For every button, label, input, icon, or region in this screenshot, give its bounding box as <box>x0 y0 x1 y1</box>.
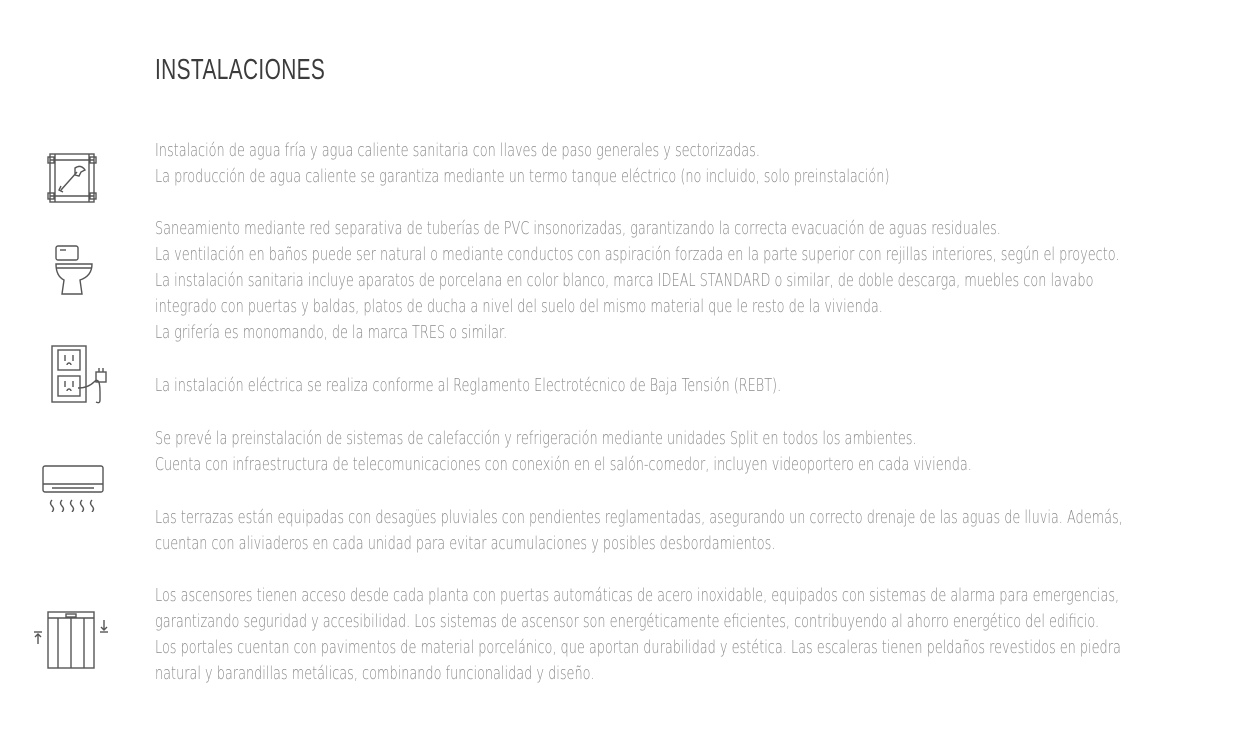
sanitation-text-line-3: La instalación sanitaria incluye aparatos de porcelana en color blanco, marca IDEAL STANDARD o similar, de doble descarga, muebles con lavabo <box>155 271 1094 291</box>
sanitation-text-line-4: integrado con puertas y baldas, platos de ducha a nivel del suelo del mismo material que le resto de la vivienda. <box>155 297 883 317</box>
electrical-text-line-1: La instalación eléctrica se realiza conforme al Reglamento Electrotécnico de Baja Tensión (REBT). <box>155 376 782 396</box>
plumbing-text-line-1: Instalación de agua fría y agua caliente sanitaria con llaves de paso generales y sectorizadas. <box>155 141 760 161</box>
air-conditioner-icon <box>40 462 106 512</box>
sanitation-text-line-5: La grifería es monomando, de la marca TRES o similar. <box>155 323 508 343</box>
page-title: INSTALACIONES <box>155 54 326 86</box>
sanitation-text-line-2: La ventilación en baños puede ser natural o mediante conductos con aspiración forzada en la parte superior con rejillas interiores, según el proyecto. <box>155 245 1120 265</box>
terraces-text-line-2: cuentan con aliviaderos en cada unidad para evitar acumulaciones y posibles desbordamientos. <box>155 534 776 554</box>
plumbing-text-line-2: La producción de agua caliente se garantiza mediante un termo tanque eléctrico (no incluido, solo preinstalación) <box>155 167 890 187</box>
plumbing-wrench-icon <box>47 152 97 204</box>
elevator-icon <box>30 610 114 670</box>
climate-text-line-1: Se prevé la preinstalación de sistemas de calefacción y refrigeración mediante unidades Split en todos los ambientes. <box>155 429 917 449</box>
terraces-text-line-1: Las terrazas están equipadas con desagües pluviales con pendientes reglamentadas, asegurando un correcto drenaje de las aguas de lluvia. Además, <box>155 508 1123 528</box>
elevators-text-line-1: Los ascensores tienen acceso desde cada planta con puertas automáticas de acero inoxidable, equipados con sistemas de alarma para emergencias, <box>155 586 1120 606</box>
electrical-outlet-icon <box>50 344 114 404</box>
sanitation-text-line-1: Saneamiento mediante red separativa de tuberías de PVC insonorizadas, garantizando la correcta evacuación de aguas residuales. <box>155 219 1001 239</box>
toilet-icon <box>52 244 96 296</box>
elevators-text-line-4: natural y barandillas metálicas, combinando funcionalidad y diseño. <box>155 664 595 684</box>
elevators-text-line-2: garantizando seguridad y accesibilidad. Los sistemas de ascensor son energéticamente eficientes, contribuyendo al ahorro energético del edificio. <box>155 612 1100 632</box>
climate-text-line-2: Cuenta con infraestructura de telecomunicaciones con conexión en el salón-comedor, incluyen videoportero en cada vivienda. <box>155 455 972 475</box>
elevators-text-line-3: Los portales cuentan con pavimentos de material porcelánico, que aportan durabilidad y estética. Las escaleras tienen peldaños revestidos en piedra <box>155 638 1121 658</box>
